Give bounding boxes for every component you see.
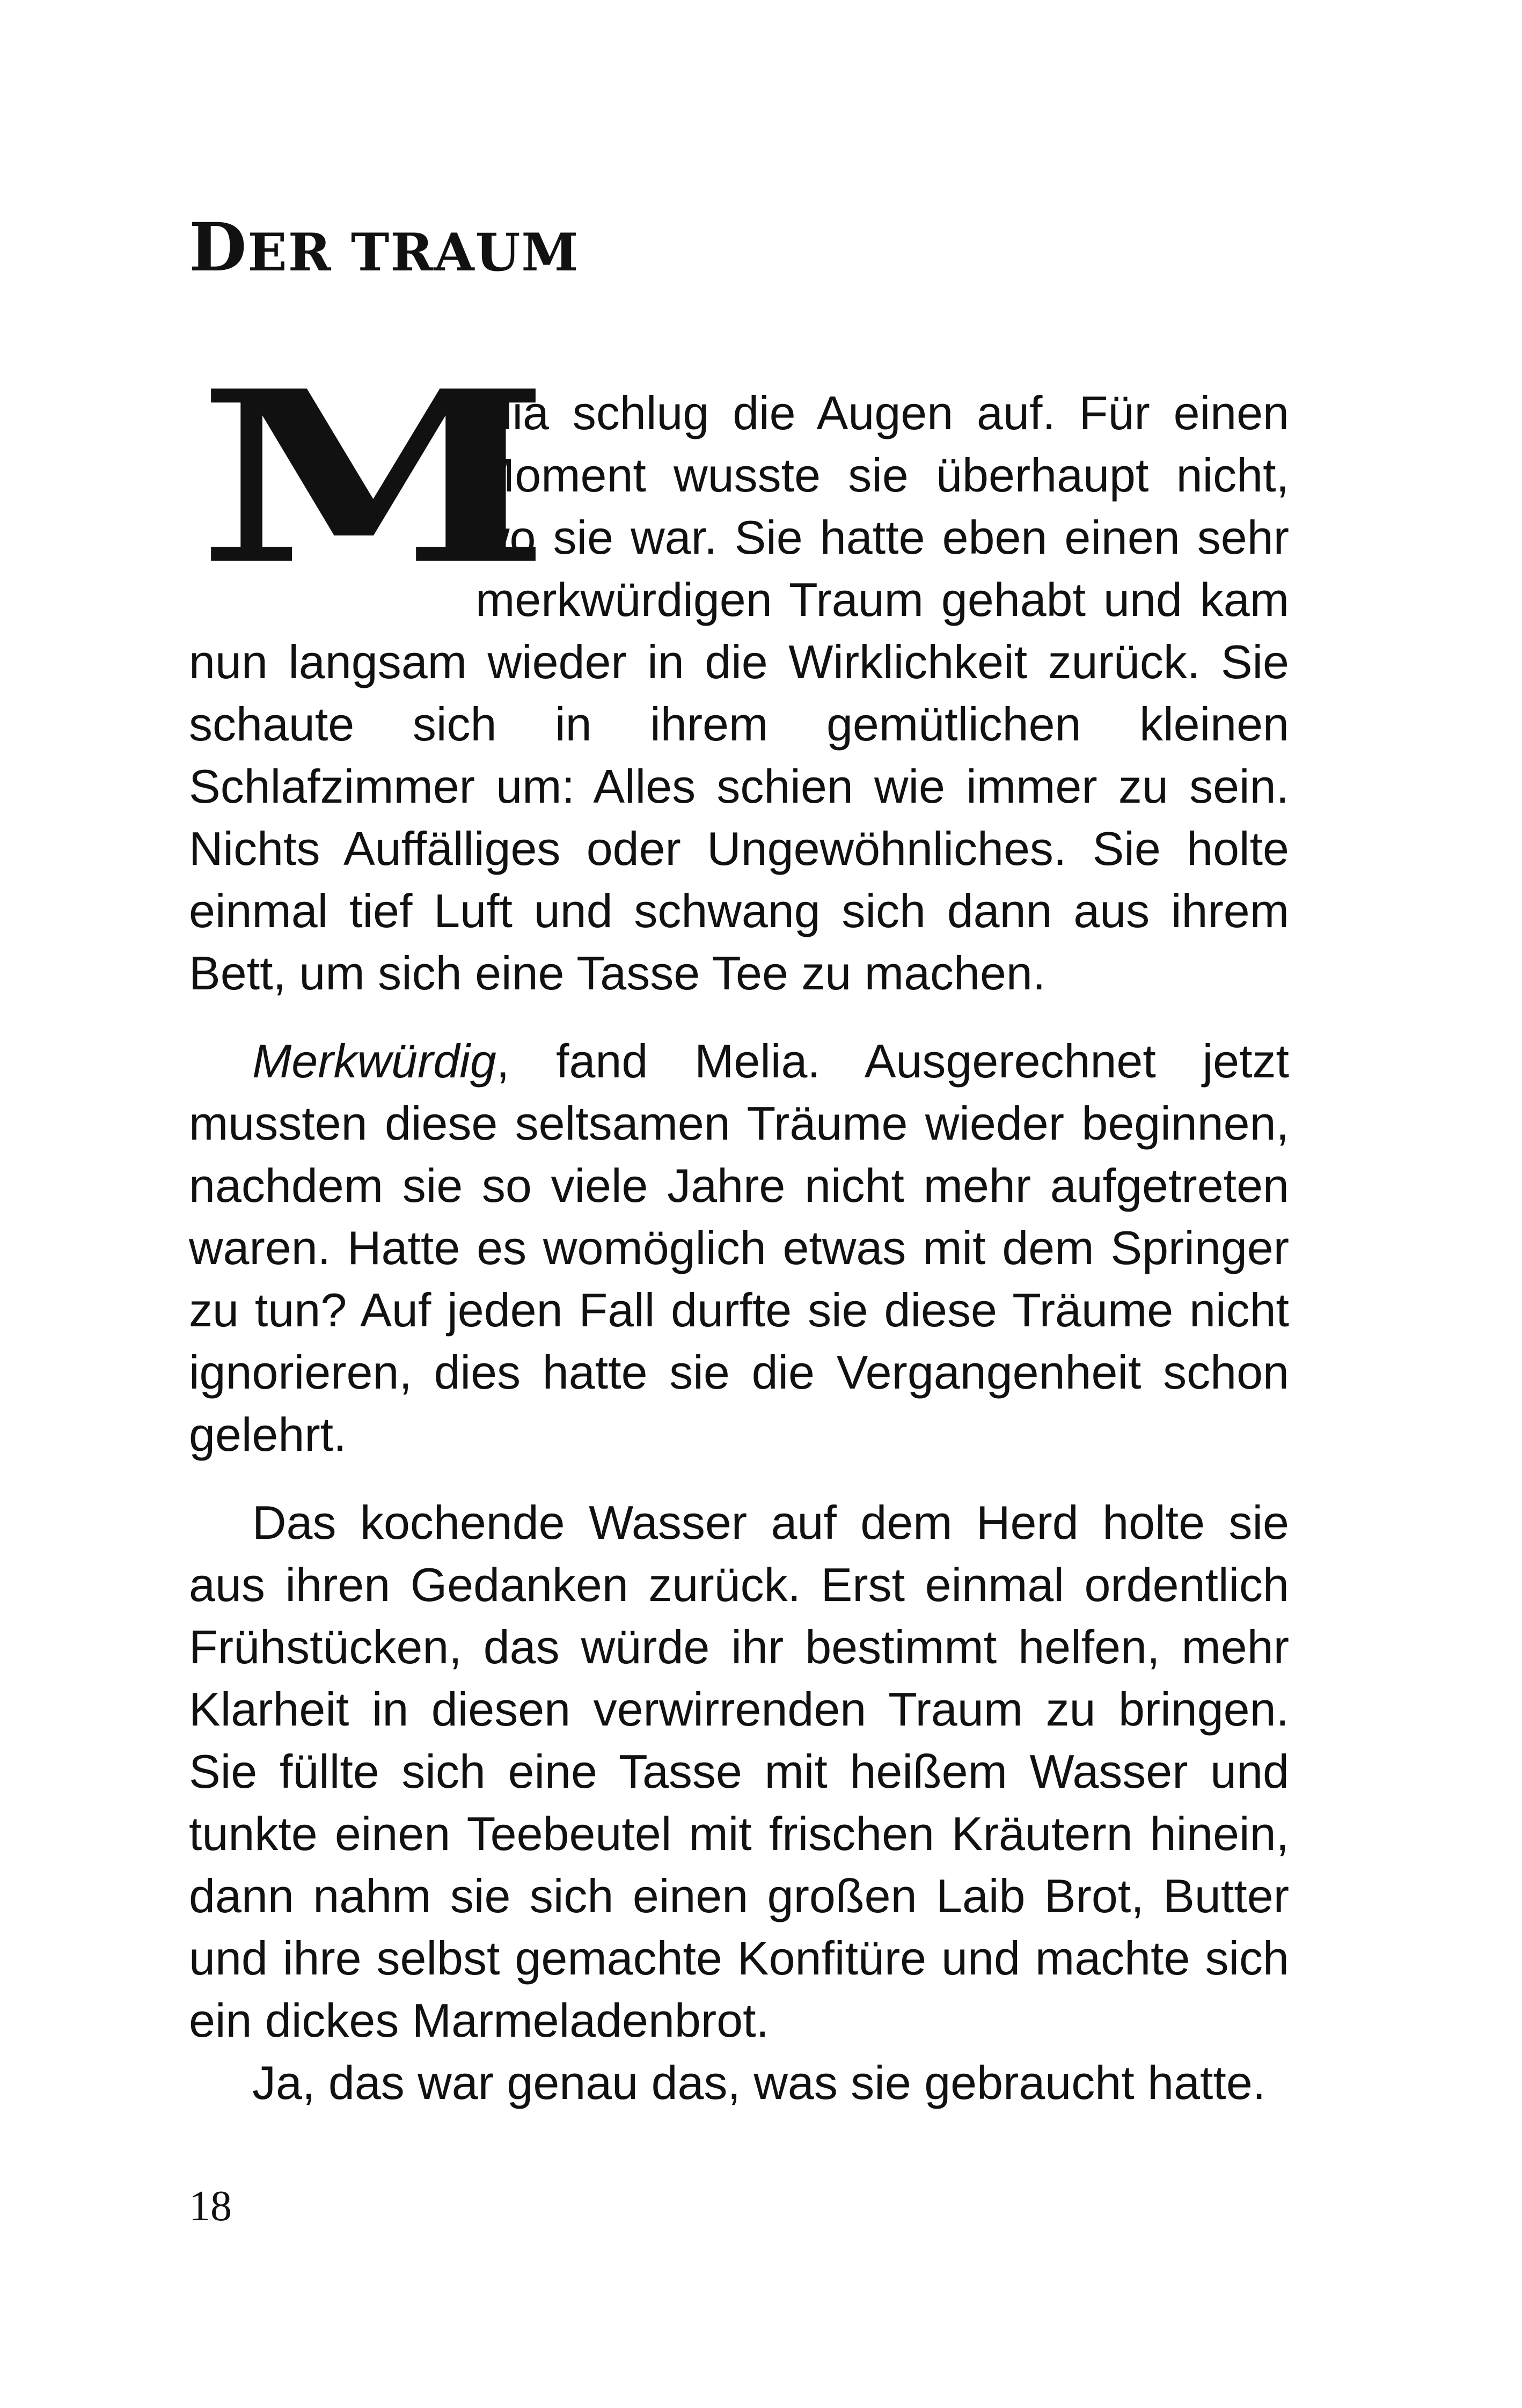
paragraph-4: Ja, das war genau das, was sie gebraucht hatte. bbox=[252, 2056, 1266, 2109]
paragraph-2-italic: Merkwürdig bbox=[252, 1034, 496, 1088]
chapter-title-initial: D bbox=[189, 209, 248, 287]
paragraph-1 bbox=[189, 339, 1289, 1004]
paragraph-2 bbox=[189, 1030, 1289, 1466]
paragraph-2-text: , fand Melia. Ausgerechnet jetzt mussten diese seltsamen Träume wieder beginnen, nachdem sie so viele Jahre nicht mehr aufgetreten waren. Hatte es womöglich etwas mit dem Springer zu tun? Auf jeden Fall durfte sie diese Träume nicht ignorieren, dies hatte sie die Vergangenheit schon gelehrt. bbox=[189, 1034, 1289, 1461]
chapter-title bbox=[189, 209, 580, 287]
page-number: 18 bbox=[189, 2183, 232, 2230]
drop-cap: M bbox=[197, 339, 551, 616]
paragraph-1-text: elia schlug die Augen auf. Für einen Moment wusste sie überhaupt nicht, wo sie war. Sie hatte eben einen sehr merkwürdigen Traum gehabt und kam nun langsam wieder in die Wirklichkeit zurück. Sie schaute sich in ihrem gemütlichen kleinen Schlafzimmer um: Alles schien wie immer zu sein. Nichts Auffälliges oder Ungewöhnliches. Sie holte einmal tief Luft und schwang sich dann aus ihrem Bett, um sich eine Tasse Tee zu machen. bbox=[189, 386, 1289, 1000]
chapter-title-rest: ER TRAUM bbox=[247, 222, 580, 283]
paragraph-3: Das kochende Wasser auf dem Herd holte sie aus ihren Gedanken zurück. Erst einmal ordentlich Frühstücken, das würde ihr bestimmt helfen, mehr Klarheit in diesen verwirrenden Traum zu bringen. Sie füllte sich eine Tasse mit heißem Wasser und tunkte einen Teebeutel mit frischen Kräutern hinein, dann nahm sie sich einen großen Laib Brot, Butter und ihre selbst gemachte Konfitüre und machte sich ein dickes Marmeladenbrot. bbox=[189, 1496, 1289, 2047]
chapter-body bbox=[189, 339, 1289, 2140]
